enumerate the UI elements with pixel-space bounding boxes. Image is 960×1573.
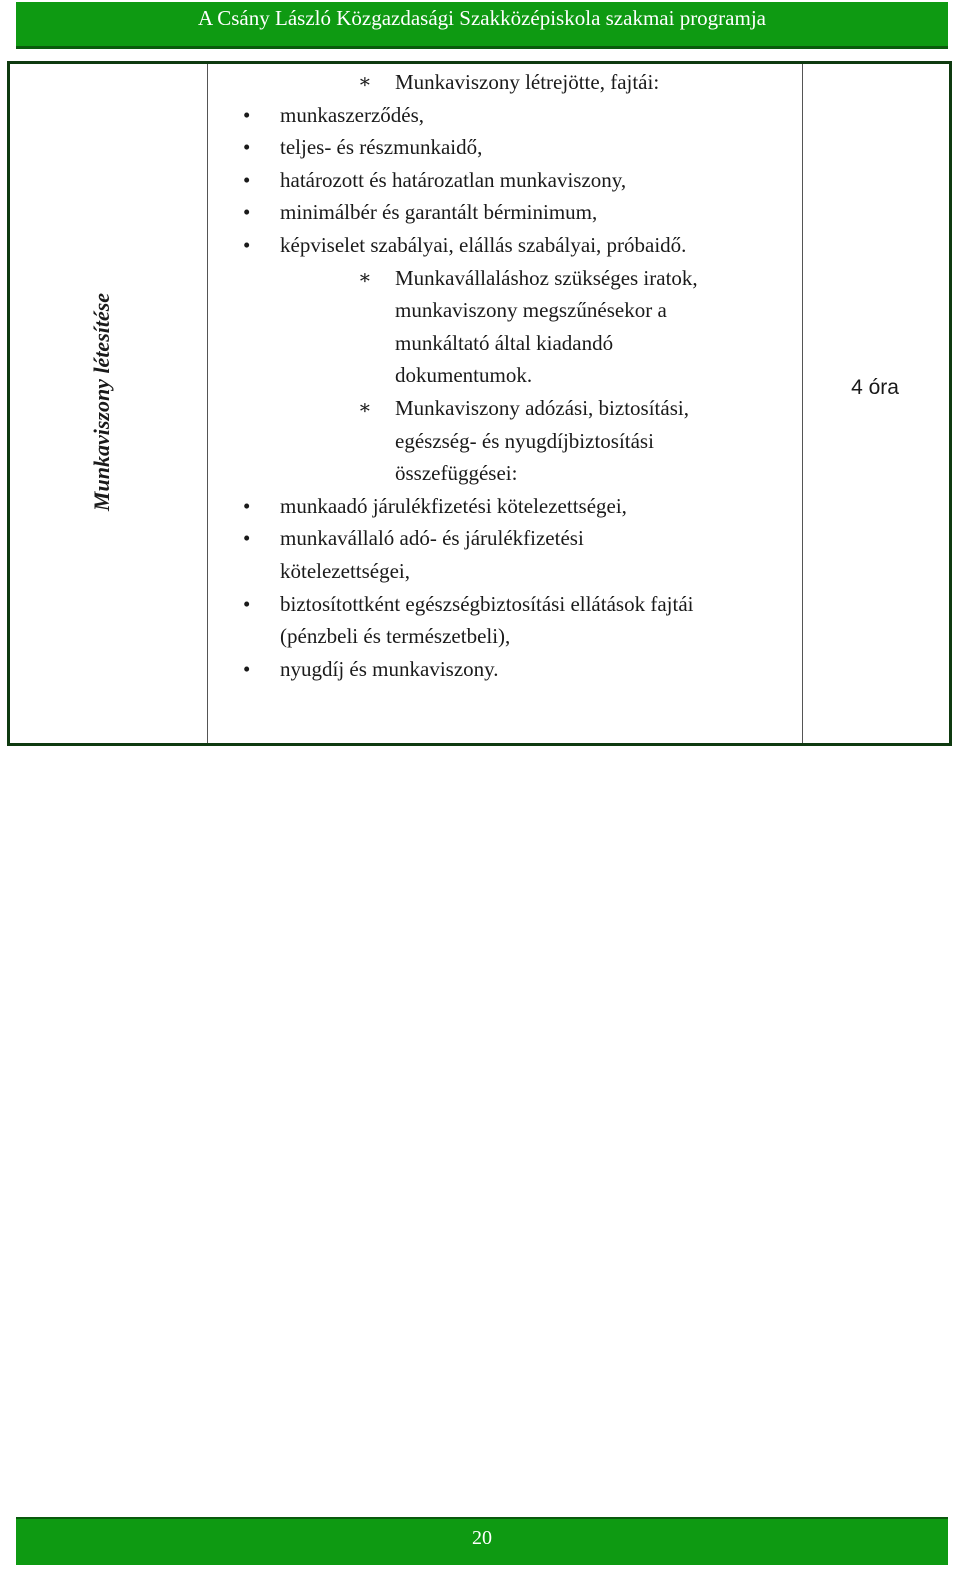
content-line: munkáltató által kiadandó (395, 330, 614, 355)
bullet-marker-icon: • (243, 233, 251, 257)
page-number: 20 (472, 1527, 492, 1549)
hours-label: 4 óra (851, 376, 899, 399)
content-line: egészség- és nyugdíjbiztosítási (395, 428, 654, 453)
bullet-marker-icon: • (243, 591, 251, 616)
content-line: határozott és határozatlan munkaviszony, (280, 167, 627, 192)
content-line: munkaszerződés, (280, 102, 425, 127)
bullet-marker-icon: • (243, 656, 251, 681)
column-divider (802, 64, 803, 743)
footer-bar (16, 1517, 948, 1565)
asterisk-marker-icon: ∗ (358, 397, 372, 419)
content-line: biztosítottként egészségbiztosítási ellátások fajtái (280, 591, 694, 616)
topic-label: Munkaviszony létesítése (89, 292, 114, 512)
bullet-marker-icon: • (243, 526, 251, 551)
column-divider (207, 64, 208, 743)
bullet-marker-icon: • (243, 200, 251, 225)
content-line: nyugdíj és munkaviszony. (280, 656, 499, 681)
content-line: képviselet szabályai, elállás szabályai, próbaidő. (280, 233, 687, 257)
content-line: munkavállaló adó- és járulékfizetési (280, 526, 584, 551)
content-line: kötelezettségei, (280, 559, 411, 583)
content-line: dokumentumok. (395, 363, 533, 388)
header-title: A Csány László Közgazdasági Szakközépiskola szakmai programja (198, 6, 766, 30)
content-line: teljes- és részmunkaidő, (280, 135, 483, 160)
content-line: munkaadó járulékfizetési kötelezettségei, (280, 493, 627, 518)
asterisk-marker-icon: ∗ (358, 266, 372, 289)
content-line: Munkaviszony létrejötte, fajtái: (395, 70, 660, 94)
content-line: (pénzbeli és természetbeli), (280, 624, 511, 649)
content-line: Munkaviszony adózási, biztosítási, (395, 396, 689, 420)
content-line: munkaviszony megszűnésekor a (395, 298, 667, 323)
bullet-marker-icon: • (243, 102, 251, 127)
bullet-marker-icon: • (243, 135, 251, 160)
bullet-marker-icon: • (243, 493, 251, 518)
bullet-marker-icon: • (243, 167, 251, 192)
content-line: Munkavállaláshoz szükséges iratok, (395, 265, 698, 290)
asterisk-marker-icon: ∗ (358, 71, 372, 93)
content-line: összefüggései: (395, 461, 518, 486)
header-bar (16, 2, 948, 49)
content-line: minimálbér és garantált bérminimum, (280, 200, 598, 225)
